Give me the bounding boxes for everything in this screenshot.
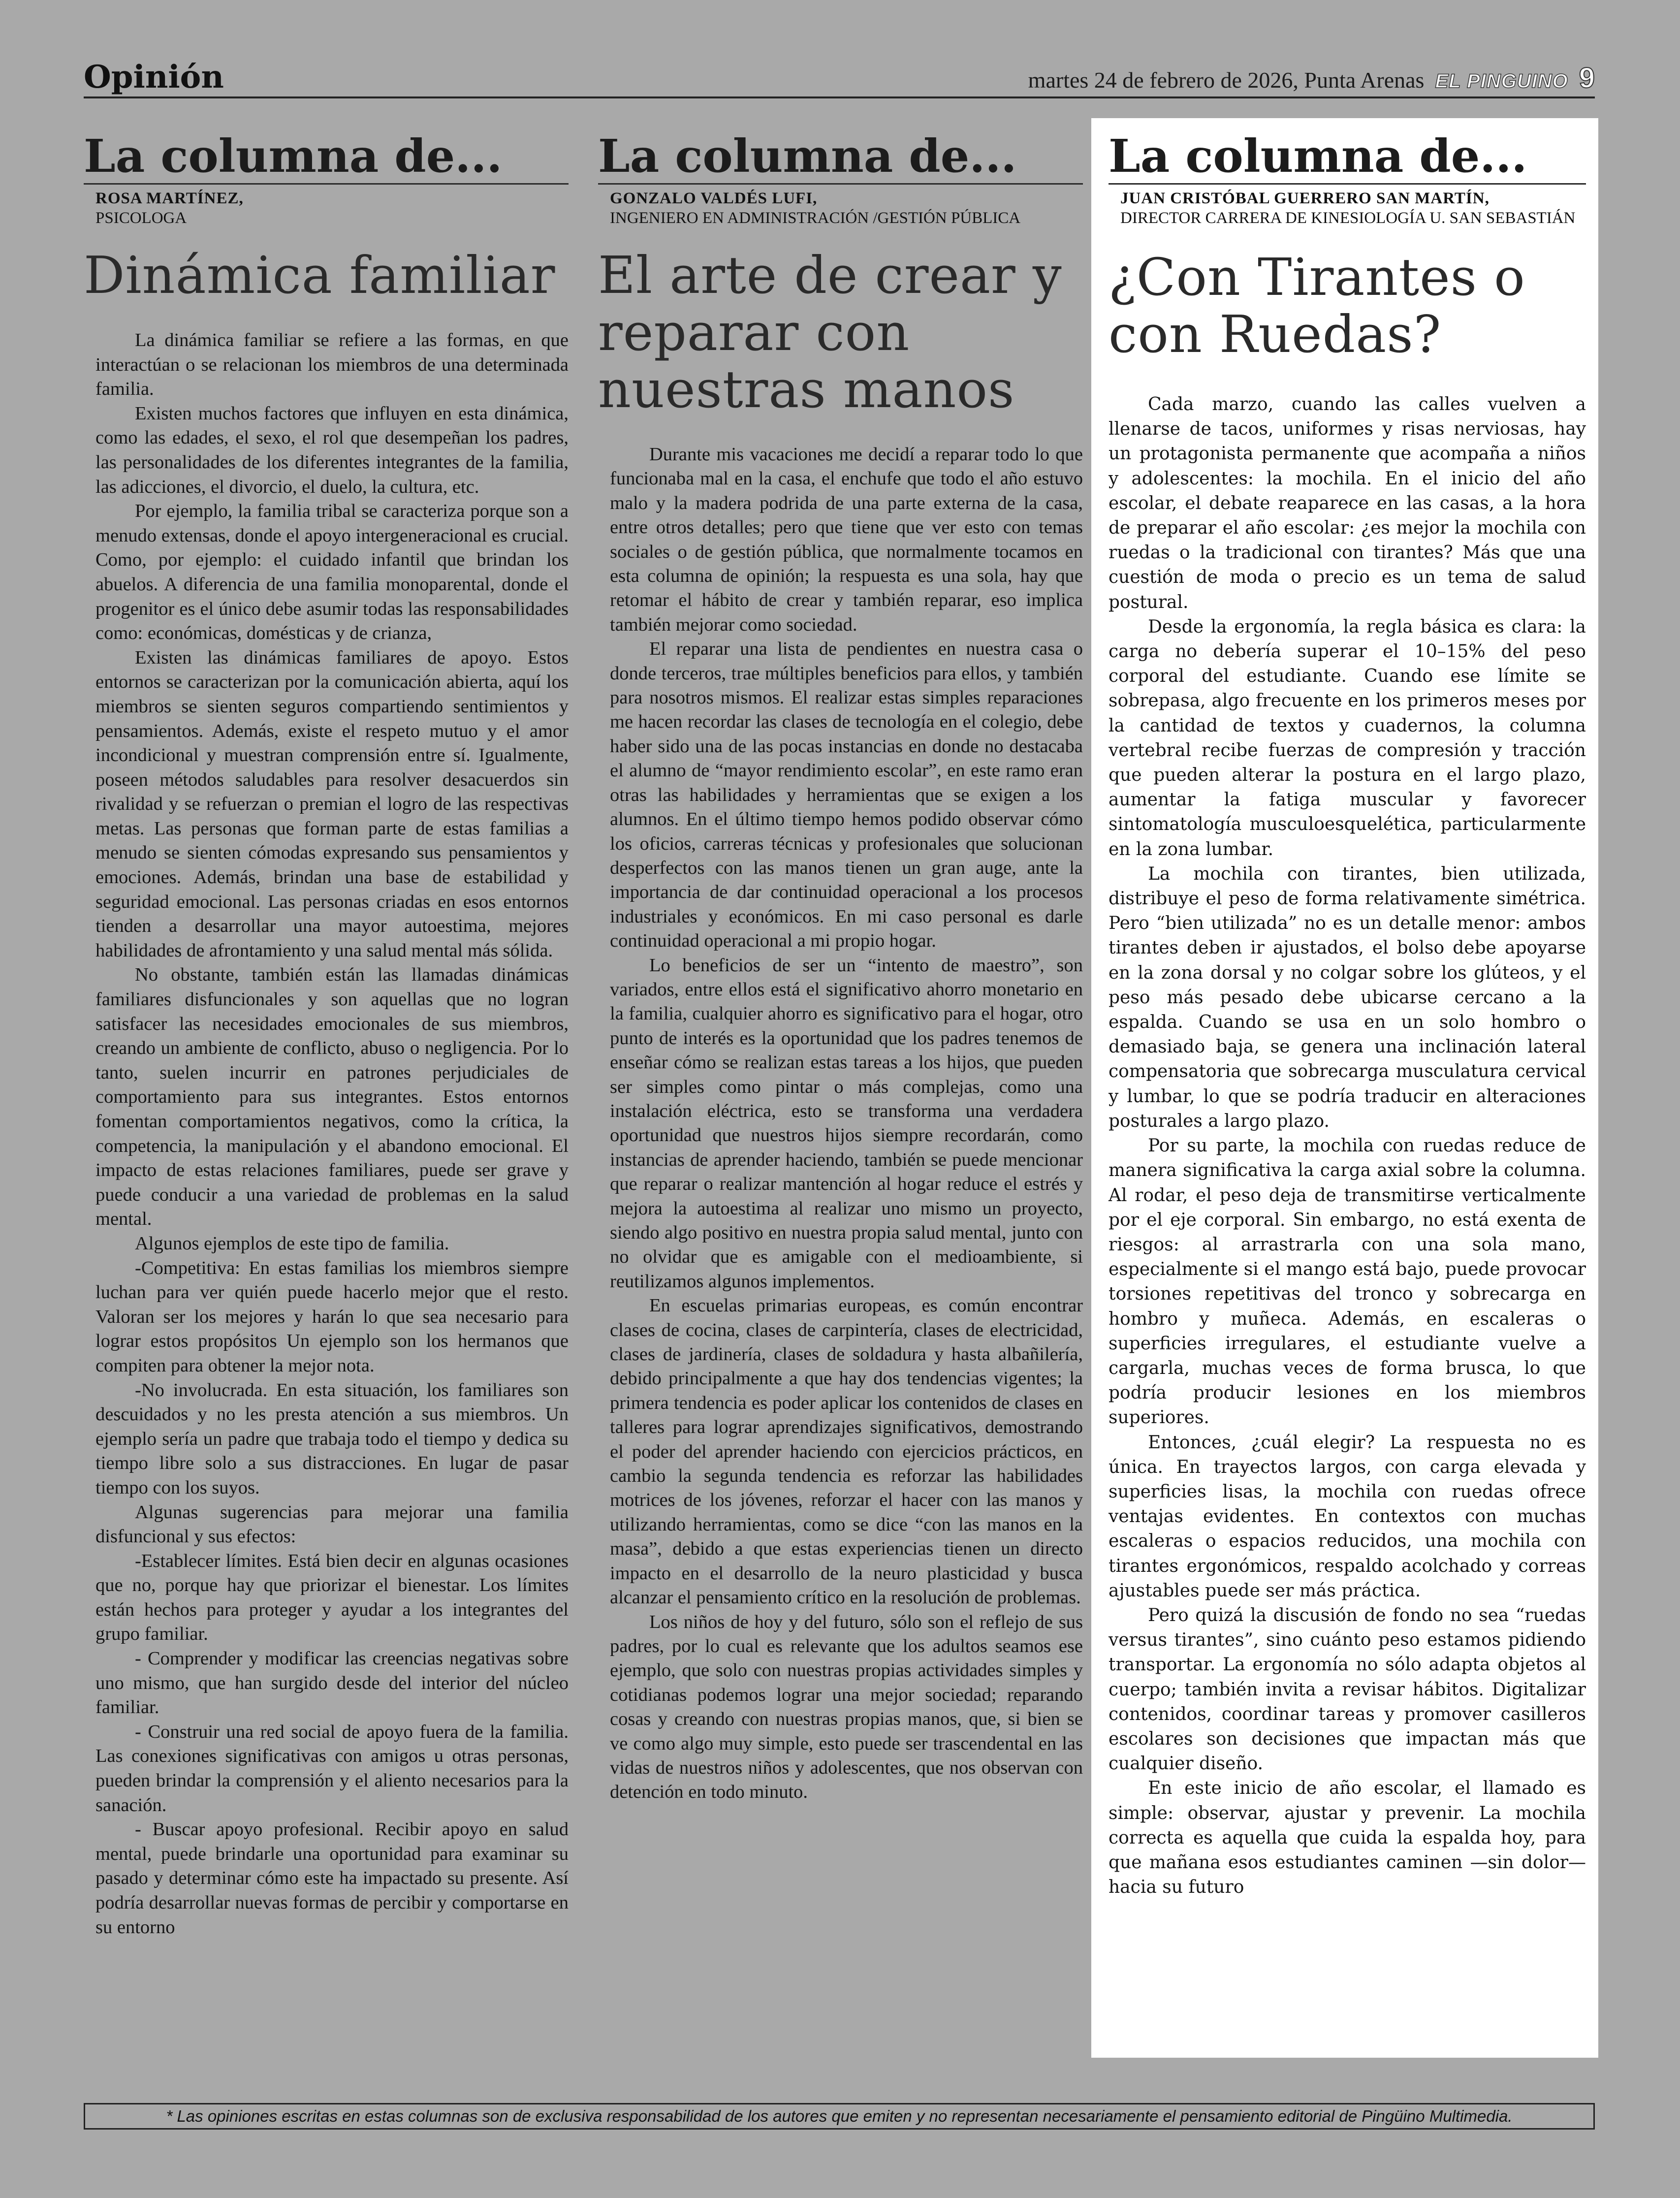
masthead-logo: EL PINGUINO xyxy=(1435,70,1568,92)
paragraph: Existen muchos factores que influyen en esta dinámica, como las edades, el sexo, el rol que desempeñan los padres, las personalidades de los diferentes integrantes de la familia, las adicciones, el divorcio, el duelo, la cultura, etc. xyxy=(95,403,569,497)
author-role: PSICOLOGA xyxy=(95,209,187,227)
paragraph: Entonces, ¿cuál elegir? La respuesta no es única. En trayectos largos, con carga elevada y superficies lisas, la mochila con ruedas ofrece ventajas evidentes. En contextos con muchas escaleras o espacios reducidos, una mochila con tirantes ergonómicos, respaldo acolchado y correas ajustables puede ser más práctica. xyxy=(1109,1432,1586,1601)
author-name: GONZALO VALDÉS LUFI, xyxy=(610,190,818,207)
paragraph: Por ejemplo, la familia tribal se caracteriza porque son a menudo extensas, donde el apoyo intergeneracional es crucial. Como, por ejemplo: el cuidado infantil que brindan los abuelos. A diferencia de una familia monoparental, donde el progenitor es el único debe asumir todas las responsabilidades como: económicas, domésticas y de crianza, xyxy=(95,501,569,644)
paragraph: En este inicio de año escolar, el llamado es simple: observar, ajustar y prevenir. La mochila correcta es aquella que cuida la espalda hoy, para que mañana esos estudiantes caminen —sin dolor— hacia su futuro xyxy=(1109,1778,1586,1898)
paragraph: - Comprender y modificar las creencias negativas sobre uno mismo, que han surgido desde del interior del núcleo familiar. xyxy=(95,1648,569,1718)
heading-rule xyxy=(1109,183,1586,185)
paragraph: Lo beneficios de ser un “intento de maestro”, son variados, entre ellos está el significativo ahorro monetario en la familia, cualquier ahorro es significativo para el hogar, otro punto de interés es la oportunidad que los padres tenemos de enseñar cómo se realizan estas tareas a los hijos, que pueden ser simples como pintar o más complejas, como una instalación eléctrica, esto se transforma una verdadera oportunidad que nuestros hijos siempre recordarán, como instancias de aprender haciendo, también se puede mencionar que reparar o realizar mantención al hogar reduce el estrés y mejora la autoestima al realizar uno mismo un proyecto, siendo algo positivo en nuestra propia salud mental, junto con no olvidar que es amigable con el medioambiente, si reutilizamos algunos implementos. xyxy=(610,955,1083,1292)
paragraph: - Buscar apoyo profesional. Recibir apoyo en salud mental, puede brindarle una oportunidad para examinar su pasado y determinar cómo este ha impactado su presente. Así podría desarrollar nuevas formas de percibir y comportarse en su entorno xyxy=(95,1819,569,1938)
article-body xyxy=(95,328,569,1940)
paragraph: Algunos ejemplos de este tipo de familia. xyxy=(135,1233,449,1254)
author-name: JUAN CRISTÓBAL GUERRERO SAN MARTÍN, xyxy=(1120,190,1490,207)
column-2 xyxy=(598,118,1083,1805)
column-3-inner xyxy=(1109,118,1586,1900)
paragraph: Algunas sugerencias para mejorar una familia disfuncional y sus efectos: xyxy=(95,1501,569,1547)
header-right xyxy=(1028,62,1595,95)
author-block xyxy=(95,189,569,228)
paragraph: Existen las dinámicas familiares de apoyo. Estos entornos se caracterizan por la comunicación abierta, aquí los miembros se sienten seguros compartiendo sentimientos y pensamientos. Además, existe el respeto mutuo y el amor incondicional y muestran comprensión entre sí. Igualmente, poseen métodos saludables para resolver desacuerdos sin rivalidad y se refuerzan o premian el logro de las respectivas metas. Las personas que forman parte de estas familias a menudo se sienten cómodas expresando sus pensamientos y emociones. Además, brindan una base de estabilidad y seguridad emocional. Las personas criadas en esos entornos tienden a desarrollar una mayor autoestima, mejores habilidades de afrontamiento y una salud mental más sólida. xyxy=(95,647,569,961)
paragraph: No obstante, también están las llamadas dinámicas familiares disfuncionales y son aquellas que no logran satisfacer las necesidades emocionales de sus miembros, creando un ambiente de conflicto, abuso o negligencia. Por lo tanto, suelen incurrir en patrones perjudiciales de comportamiento para sus integrantes. Estos entornos fomentan comportamientos negativos, como la crítica, la competencia, la manipulación y el abandono emocional. El impacto de estas relaciones familiares, puede ser grave y puede conducir a una variedad de problemas en la salud mental. xyxy=(95,964,569,1230)
author-name: ROSA MARTÍNEZ, xyxy=(95,190,244,207)
author-role: INGENIERO EN ADMINISTRACIÓN /GESTIÓN PÚBLICA xyxy=(610,209,1021,227)
article-body xyxy=(1109,392,1586,1900)
column-heading: La columna de... xyxy=(1109,129,1527,183)
author-block xyxy=(610,189,1083,228)
column-heading: La columna de... xyxy=(84,129,503,183)
paragraph: Por su parte, la mochila con ruedas reduce de manera significativa la carga axial sobre la columna. Al rodar, el peso deja de transmitirse verticalmente por el eje corporal. Sin embargo, no está exenta de riesgos: al arrastrarla con una sola mano, especialmente si el mango está bajo, puede provocar torsiones repetitivas del tronco y sobrecarga en hombro y muñeca. Además, en escaleras o superficies irregulares, el estudiante vuelve a cargarla, muchas veces de forma brusca, lo que podría producir lesiones en los miembros superiores. xyxy=(1109,1136,1586,1428)
article-body xyxy=(610,443,1083,1805)
paragraph: Cada marzo, cuando las calles vuelven a llenarse de tacos, uniformes y risas nerviosas, hay un protagonista permanente que acompaña a niños y adolescentes: la mochila. En el inicio del año escolar, el debate reaparece en las casas, a la hora de preparar el año escolar: ¿es mejor la mochila con ruedas o la tradicional con tirantes? Más que una cuestión de moda o precio es un tema de salud postural. xyxy=(1109,394,1586,612)
page-header xyxy=(84,58,1595,98)
paragraph: La mochila con tirantes, bien utilizada, distribuye el peso de forma relativamente simétrica. Pero “bien utilizada” no es un detalle menor: ambos tirantes deben ir ajustados, el bolso debe apoyarse en la zona dorsal y no colgar sobre los glúteos, y el peso más pesado debe ubicarse cercano a la espalda. Cuando se usa en un solo hombro o demasiado baja, se genera una inclinación lateral compensatoria que sobrecarga musculatura cervical y lumbar, lo que se podría traducir en alteraciones posturales a largo plazo. xyxy=(1109,863,1586,1131)
paragraph: El reparar una lista de pendientes en nuestra casa o donde terceros, trae múltiples beneficios para ellos, y también para nosotros mismos. El realizar estas simples reparaciones me hacen recordar las clases de tecnología en el colegio, debe haber sido una de las pocas instancias en donde no destacaba el alumno de “mayor rendimiento escolar”, en este ramo eran otras las habilidades y herramientas que se exigen a los alumnos. En el último tiempo hemos podido observar cómo los oficios, carreras técnicas y profesionales que solucionan desperfectos con las manos tienen un gran auge, ante la importancia de dar continuidad operacional a los procesos industriales y económicos. En mi caso personal es darle continuidad operacional a mi propio hogar. xyxy=(610,638,1083,952)
dateline: martes 24 de febrero de 2026, Punta Arenas xyxy=(1028,67,1425,93)
paragraph: Pero quizá la discusión de fondo no sea “ruedas versus tirantes”, sino cuánto peso estamos pidiendo transportar. La ergonomía no sólo adapta objetos al cuerpo; también invita a revisar hábitos. Digitalizar contenidos, coordinar tareas y promover casilleros escolares son decisiones que impactan más que cualquier diseño. xyxy=(1109,1605,1586,1774)
column-3 xyxy=(1091,118,1598,2058)
article-title: ¿Con Tirantes o con Ruedas? xyxy=(1109,247,1525,364)
section-title: Opinión xyxy=(84,59,224,96)
disclaimer: * Las opiniones escritas en estas columnas son de exclusiva responsabilidad de los autores que emiten y no representan necesariamente el pensamiento editorial de Pingüino Multimedia. xyxy=(84,2103,1595,2130)
page-number: 9 xyxy=(1579,62,1595,94)
author-block xyxy=(1120,189,1586,228)
paragraph: En escuelas primarias europeas, es común encontrar clases de cocina, clases de carpintería, clases de electricidad, clases de jardinería, clases de soldadura y hasta albañilería, debido principalmente a que hay dos tendencias vigentes; la primera tendencia es poder aplicar los contenidos de clases en talleres para lograr aprendizajes significativos, demostrando el poder del aprender haciendo con ejercicios prácticos, en cambio la segunda tendencia es reforzar las habilidades motrices de los jóvenes, reforzar el hacer con las manos y utilizando herramientas, como se dice “con las manos en la masa”, debido a que estas experiencias tienen un directo impacto en el desarrollo de la neuro plasticidad y busca alcanzar el pensamiento crítico en la resolución de problemas. xyxy=(610,1295,1083,1608)
heading-rule xyxy=(598,183,1083,185)
author-role: DIRECTOR CARRERA DE KINESIOLOGÍA U. SAN SEBASTIÁN xyxy=(1120,209,1576,227)
column-heading: La columna de... xyxy=(598,129,1017,183)
heading-rule xyxy=(84,183,569,185)
paragraph: -No involucrada. En esta situación, los familiares son descuidados y no les presta atención a sus miembros. Un ejemplo sería un padre que trabaja todo el tiempo y dedica su tiempo libre solo a sus distracciones. En lugar de pasar tiempo con los suyos. xyxy=(95,1379,569,1498)
paragraph: -Establecer límites. Está bien decir en algunas ocasiones que no, porque hay que priorizar el bienestar. Los límites están hechos para proteger y ayudar a los integrantes del grupo familiar. xyxy=(95,1550,569,1645)
paragraph: - Construir una red social de apoyo fuera de la familia. Las conexiones significativas con amigos u otras personas, pueden brindar la comprensión y el aliento necesarios para la sanación. xyxy=(95,1721,569,1816)
paragraph: Durante mis vacaciones me decidí a reparar todo lo que funcionaba mal en la casa, el enchufe que todo el año estuvo malo y la madera podrida de una parte externa de la casa, entre otros detalles; pero que tiene que ver esto con temas sociales o de gestión pública, que normalmente tocamos en esta columna de opinión; la respuesta es una sola, hay que retomar el hábito de crear y también reparar, eso implica también mejorar como sociedad. xyxy=(610,444,1083,635)
article-title: El arte de crear y reparar con nuestras manos xyxy=(598,245,1062,419)
column-1 xyxy=(84,118,569,1940)
article-title: Dinámica familiar xyxy=(84,245,556,305)
paragraph: Desde la ergonomía, la regla básica es clara: la carga no debería superar el 10–15% del peso corporal del estudiante. Cuando ese límite se sobrepasa, algo frecuente en los primeros meses por la cantidad de textos y cuadernos, la columna vertebral recibe fuerzas de compresión y tracción que pueden alterar la postura en el largo plazo, aumentar la fatiga muscular y favorecer sintomatología musculoesquelética, particularmente en la zona lumbar. xyxy=(1109,616,1586,860)
paragraph: -Competitiva: En estas familias los miembros siempre luchan para ver quién puede hacerlo mejor que el resto. Valoran ser los mejores y harán lo que sea necesario para lograr estos propósitos Un ejemplo son los hermanos que compiten para obtener la mejor nota. xyxy=(95,1257,569,1376)
paragraph: Los niños de hoy y del futuro, sólo son el reflejo de sus padres, por lo cual es relevante que los adultos seamos ese ejemplo, que solo con nuestras propias actividades simples y cotidianas podemos lograr una mejor sociedad; reparando cosas y creando con nuestras propias manos, que, si bien se ve como algo muy simple, esto puede ser trascendental en las vidas de nuestros niños y adolescentes, que nos observan con detención en todo minuto. xyxy=(610,1611,1083,1803)
paragraph: La dinámica familiar se refiere a las formas, en que interactúan o se relacionan los miembros de una determinada familia. xyxy=(95,330,569,400)
